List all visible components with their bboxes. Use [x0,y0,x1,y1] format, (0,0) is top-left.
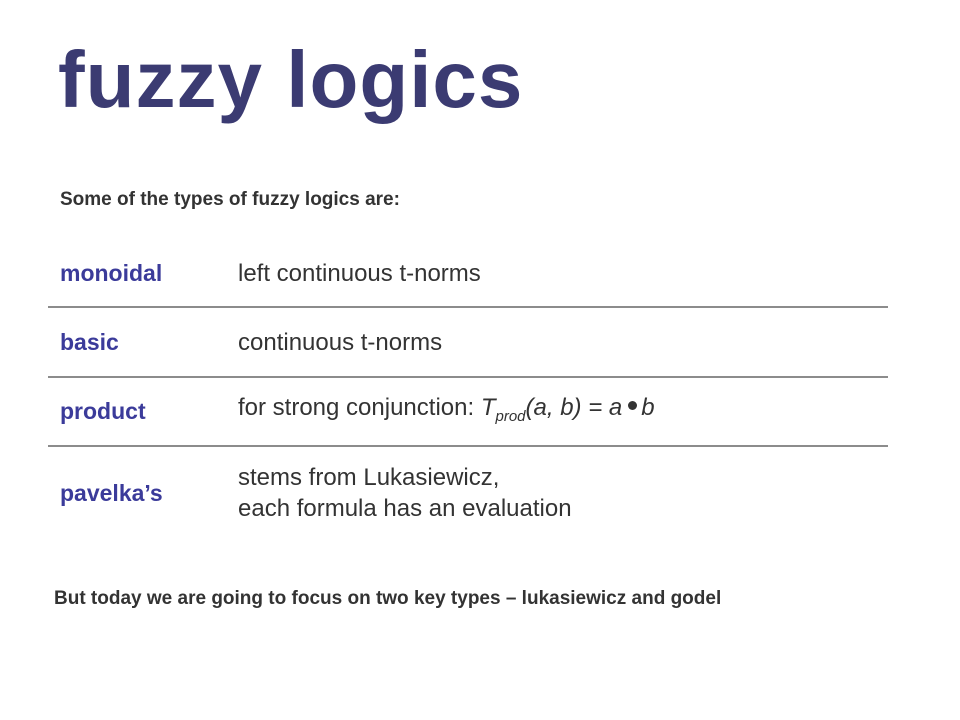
type-desc-product [226,377,888,446]
type-desc-monoidal: left continuous t-norms [226,240,888,307]
product-desc-prefix: for strong conjunction: [238,393,481,421]
pavelkas-desc-line-1: stems from Lukasiewicz, [238,464,500,491]
pavelkas-desc-line-2: each formula has an evaluation [238,495,572,522]
outro-text: But today we are going to focus on two key types – lukasiewicz and godel [54,588,722,609]
intro-text: Some of the types of fuzzy logics are: [60,189,400,210]
table-row [48,446,888,539]
type-desc-pavelkas [226,446,888,539]
formula-subscript: prod [495,407,526,425]
slide-title: fuzzy logics [58,35,524,124]
type-name-pavelkas: pavelka’s [60,479,163,506]
multiplication-dot-icon [628,401,637,410]
type-name-product: product [48,377,226,446]
type-desc-basic: continuous t-norms [226,307,888,377]
type-name-monoidal: monoidal [48,240,226,307]
type-name-basic: basic [48,307,226,377]
formula-t-symbol: T [480,393,496,421]
table-row [48,240,888,307]
formula-arguments: (a, b) = a [525,393,623,421]
table-row [48,307,888,377]
table-row [48,377,888,446]
formula-rhs: b [641,393,655,421]
fuzzy-logic-types-table [48,240,888,539]
